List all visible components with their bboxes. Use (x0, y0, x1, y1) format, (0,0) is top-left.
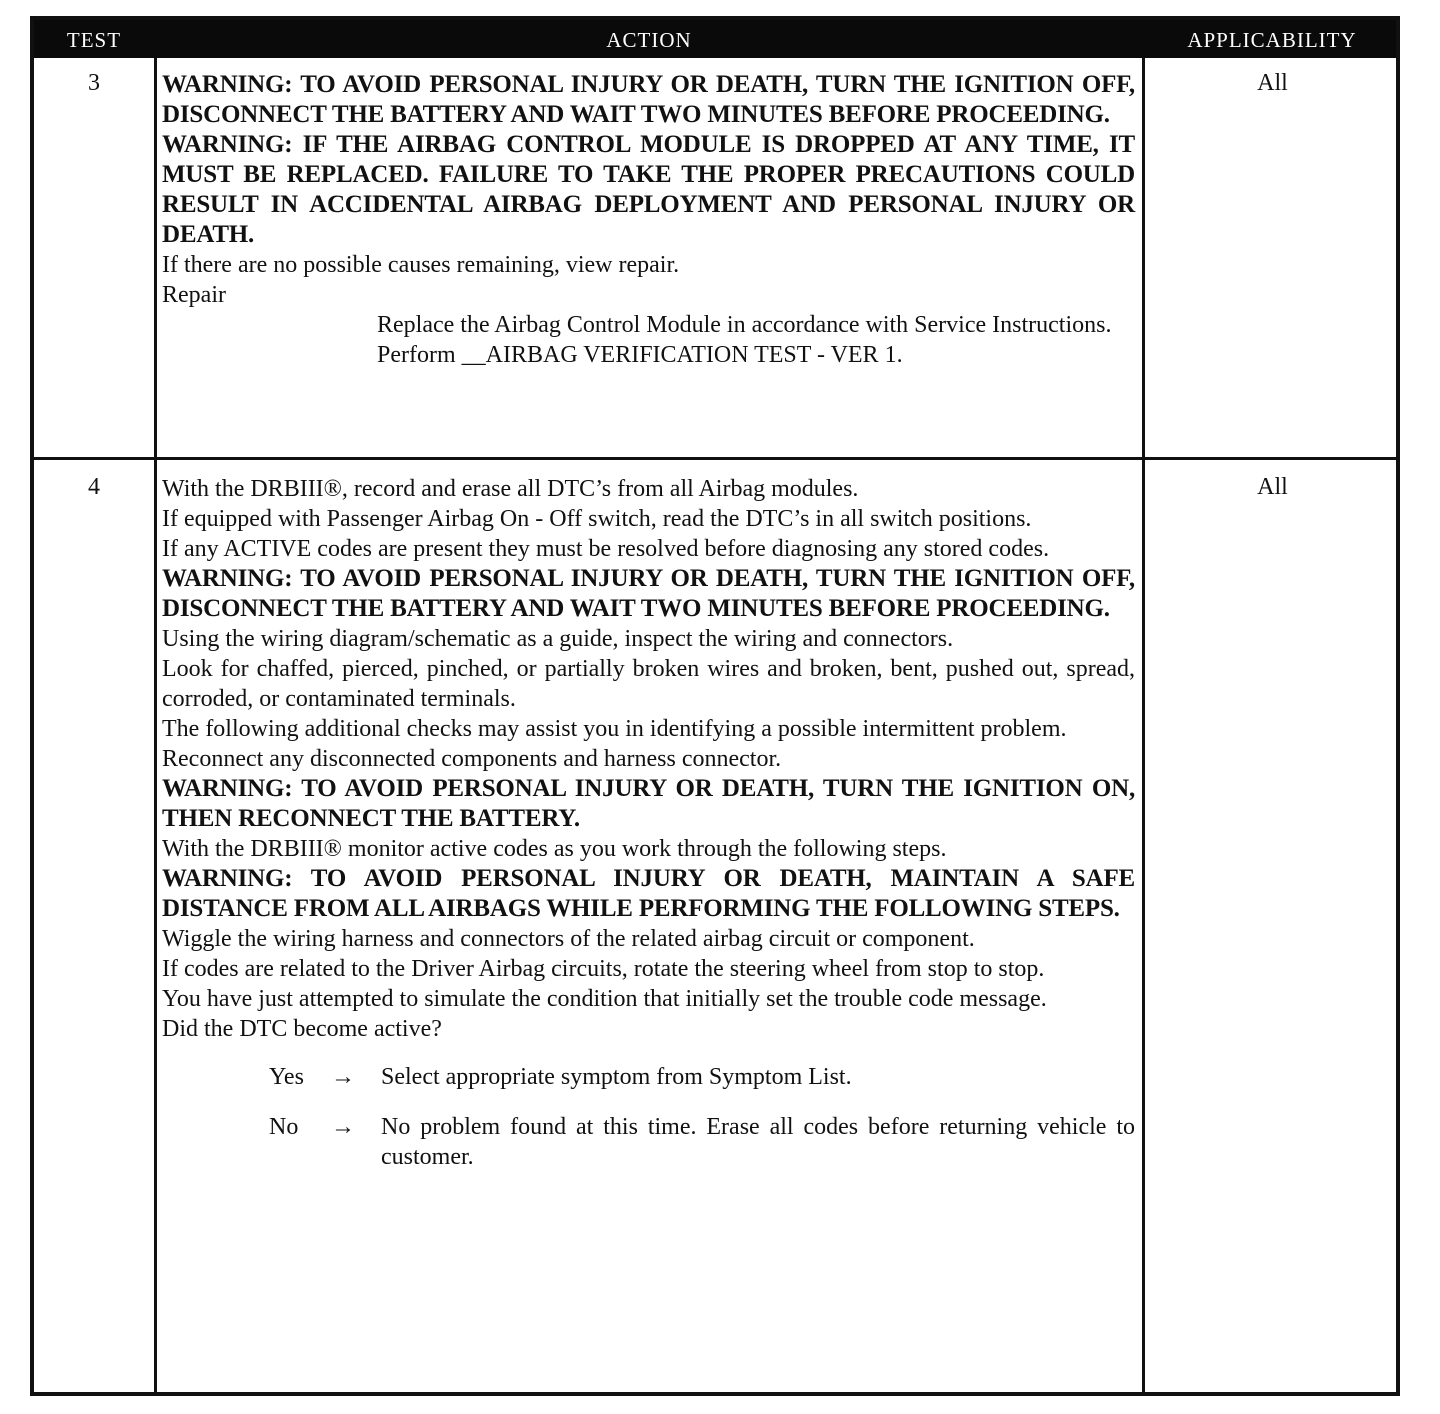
warning-text: WARNING: TO AVOID PERSONAL INJURY OR DEATH, TURN THE IGNITION ON, THEN RECONNECT THE BATTERY. (162, 775, 1135, 832)
arrow-right-icon: → (331, 1114, 355, 1140)
branch-label: No (269, 1114, 299, 1140)
repair-step: Replace the Airbag Control Module in accordance with Service Instructions. (377, 312, 1112, 338)
branch-no (162, 1112, 1135, 1172)
test-number: 3 (88, 70, 100, 96)
instruction-text: Wiggle the wiring harness and connectors of the related airbag circuit or component. (162, 926, 975, 952)
column-divider (154, 58, 157, 1392)
warning-text: WARNING: TO AVOID PERSONAL INJURY OR DEATH, TURN THE IGNITION OFF, DISCONNECT THE BATTERY AND WAIT TWO MINUTES BEFORE PROCEEDING. (162, 71, 1135, 128)
instruction-text: Look for chaffed, pierced, pinched, or partially broken wires and broken, bent, pushed out, spread, corroded, or contaminated terminals. (162, 656, 1135, 712)
instruction-text: If equipped with Passenger Airbag On - Off switch, read the DTC’s in all switch positions. (162, 506, 1032, 532)
table-header (34, 20, 1396, 58)
branch-label: Yes (269, 1064, 304, 1090)
instruction-text: You have just attempted to simulate the condition that initially set the trouble code message. (162, 986, 1047, 1012)
applicability-value: All (1257, 70, 1288, 96)
arrow-right-icon: → (331, 1064, 355, 1090)
action-cell (162, 70, 1135, 370)
repair-steps (377, 310, 1135, 370)
warning-text: WARNING: TO AVOID PERSONAL INJURY OR DEATH, MAINTAIN A SAFE DISTANCE FROM ALL AIRBAGS WHILE PERFORMING THE FOLLOWING STEPS. (162, 865, 1135, 922)
header-test: TEST (66, 28, 122, 52)
row-divider (34, 457, 1396, 460)
action-cell (162, 474, 1135, 1172)
header-applicability: APPLICABILITY (1187, 28, 1357, 52)
branch-text: No problem found at this time. Erase all codes before returning vehicle to customer. (381, 1114, 1135, 1170)
branch-yes (162, 1062, 1135, 1092)
instruction-text: Reconnect any disconnected components and harness connector. (162, 746, 782, 772)
column-divider (1142, 58, 1145, 1392)
repair-label: Repair (162, 282, 226, 308)
instruction-text: Using the wiring diagram/schematic as a guide, inspect the wiring and connectors. (162, 626, 954, 652)
question-text: Did the DTC become active? (162, 1016, 442, 1042)
header-action: ACTION (606, 28, 692, 52)
applicability-value: All (1257, 474, 1288, 500)
warning-text: WARNING: IF THE AIRBAG CONTROL MODULE IS DROPPED AT ANY TIME, IT MUST BE REPLACED. FAILURE TO TAKE THE PROPER PRECAUTIONS COULD RESULT IN ACCIDENTAL AIRBAG DEPLOYMENT AND PERSONAL INJURY OR DEATH. (162, 131, 1135, 248)
instruction-text: The following additional checks may assist you in identifying a possible intermittent problem. (162, 716, 1067, 742)
branch-text: Select appropriate symptom from Symptom List. (381, 1064, 852, 1090)
warning-text: WARNING: TO AVOID PERSONAL INJURY OR DEATH, TURN THE IGNITION OFF, DISCONNECT THE BATTERY AND WAIT TWO MINUTES BEFORE PROCEEDING. (162, 565, 1135, 622)
diagnostic-table (30, 16, 1400, 1396)
test-number: 4 (88, 474, 100, 500)
instruction-text: If there are no possible causes remaining, view repair. (162, 252, 680, 278)
instruction-text: If any ACTIVE codes are present they must be resolved before diagnosing any stored codes. (162, 536, 1050, 562)
instruction-text: With the DRBIII® monitor active codes as you work through the following steps. (162, 836, 947, 862)
instruction-text: With the DRBIII®, record and erase all DTC’s from all Airbag modules. (162, 476, 859, 502)
repair-step: Perform __AIRBAG VERIFICATION TEST - VER 1. (377, 342, 903, 368)
instruction-text: If codes are related to the Driver Airbag circuits, rotate the steering wheel from stop to stop. (162, 956, 1045, 982)
